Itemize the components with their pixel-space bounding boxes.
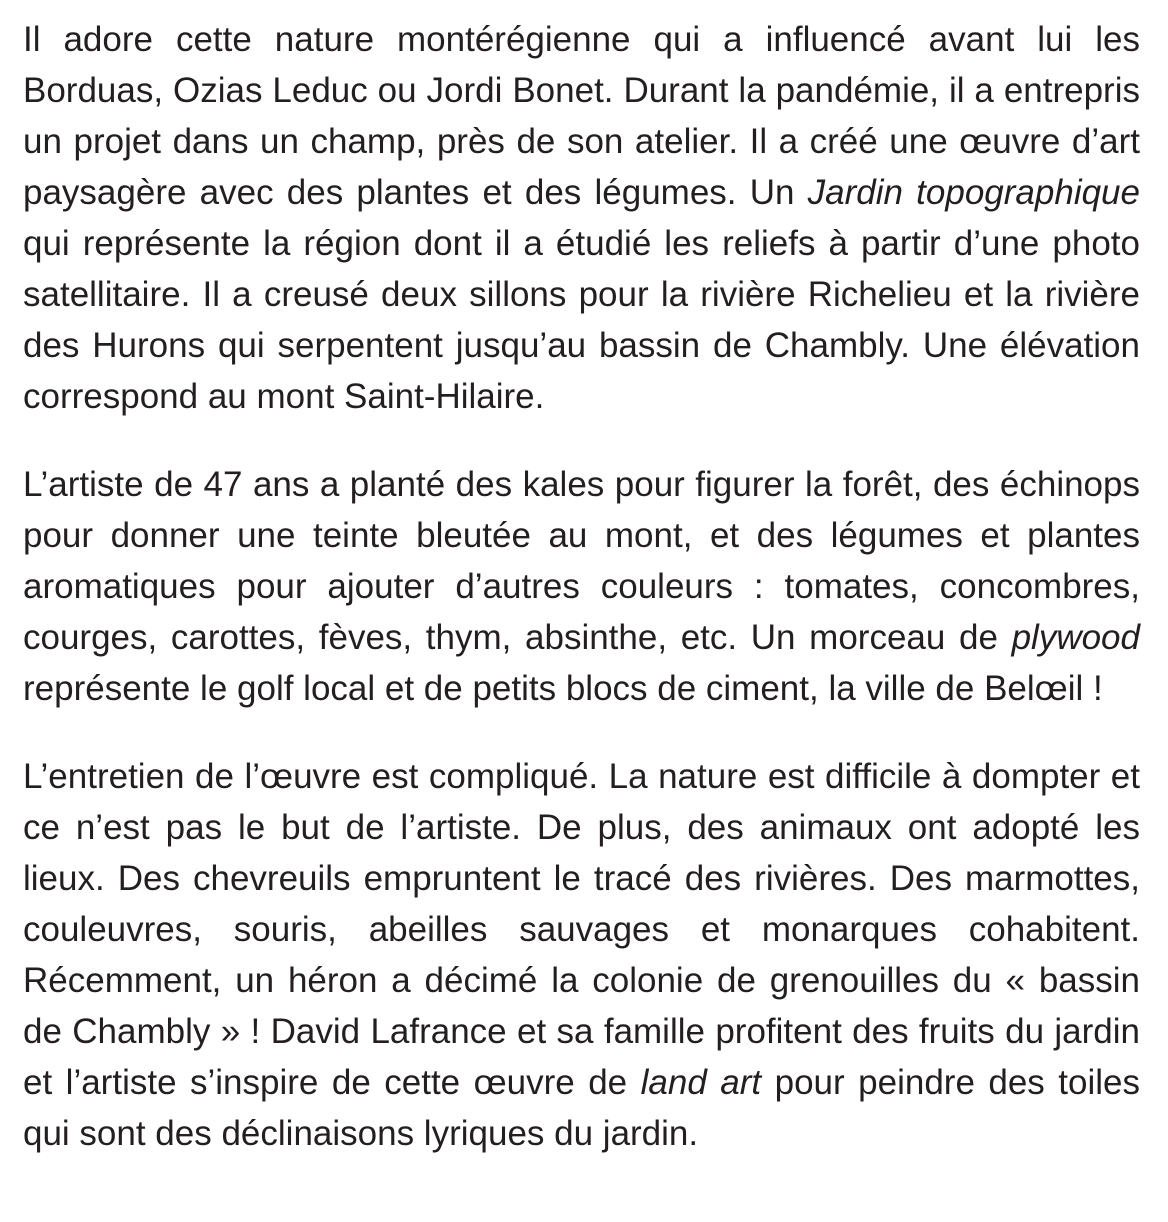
article-body (23, 14, 1140, 1159)
italic-term-land-art: land art (640, 1063, 762, 1102)
paragraph-3 (23, 751, 1140, 1159)
italic-title-jardin-topographique: Jardin topographique (807, 173, 1140, 212)
paragraph-2-text-1: L’artiste de 47 ans a planté des kales pour figurer la forêt, des échinops pour donner une teinte bleutée au mont, et des légumes et plantes aromatiques pour ajouter d’autres couleurs : tomates, concombres, courges, carottes, fèves, thym, absinthe, etc. Un morceau de (23, 465, 1140, 657)
paragraph-2 (23, 459, 1140, 714)
paragraph-3-text-1: L’entretien de l’œuvre est compliqué. La nature est difficile à dompter et ce n’est pas le but de l’artiste. De plus, des animaux ont adopté les lieux. Des chevreuils empruntent le tracé des rivières. Des marmottes, couleuvres, souris, abeilles sauvages et monarques cohabitent. Récemment, un héron a décimé la colonie de grenouilles du « bassin de Chambly » ! David Lafrance et sa famille profitent des fruits du jardin et l’artiste s’inspire de cette œuvre de (23, 757, 1140, 1102)
italic-term-plywood: plywood (1011, 618, 1140, 657)
paragraph-2-text-2: représente le golf local et de petits blocs de ciment, la ville de Belœil ! (23, 669, 1103, 708)
paragraph-1 (23, 14, 1140, 422)
paragraph-1-text-1: Il adore cette nature montérégienne qui a influencé avant lui les Borduas, Ozias Leduc ou Jordi Bonet. Durant la pandémie, il a entrepris un projet dans un champ, près de son atelier. Il a créé une œuvre d’art paysagère avec des plantes et des légumes. Un (23, 20, 1140, 212)
paragraph-1-text-2: qui représente la région dont il a étudié les reliefs à partir d’une photo satellitaire. Il a creusé deux sillons pour la rivière Richelieu et la rivière des Hurons qui serpentent jusqu’au bassin de Chambly. Une élévation correspond au mont Saint-Hilaire. (23, 224, 1140, 416)
paragraph-3-text-2: pour peindre des toiles qui sont des déclinaisons lyriques du jardin. (23, 1063, 1140, 1153)
